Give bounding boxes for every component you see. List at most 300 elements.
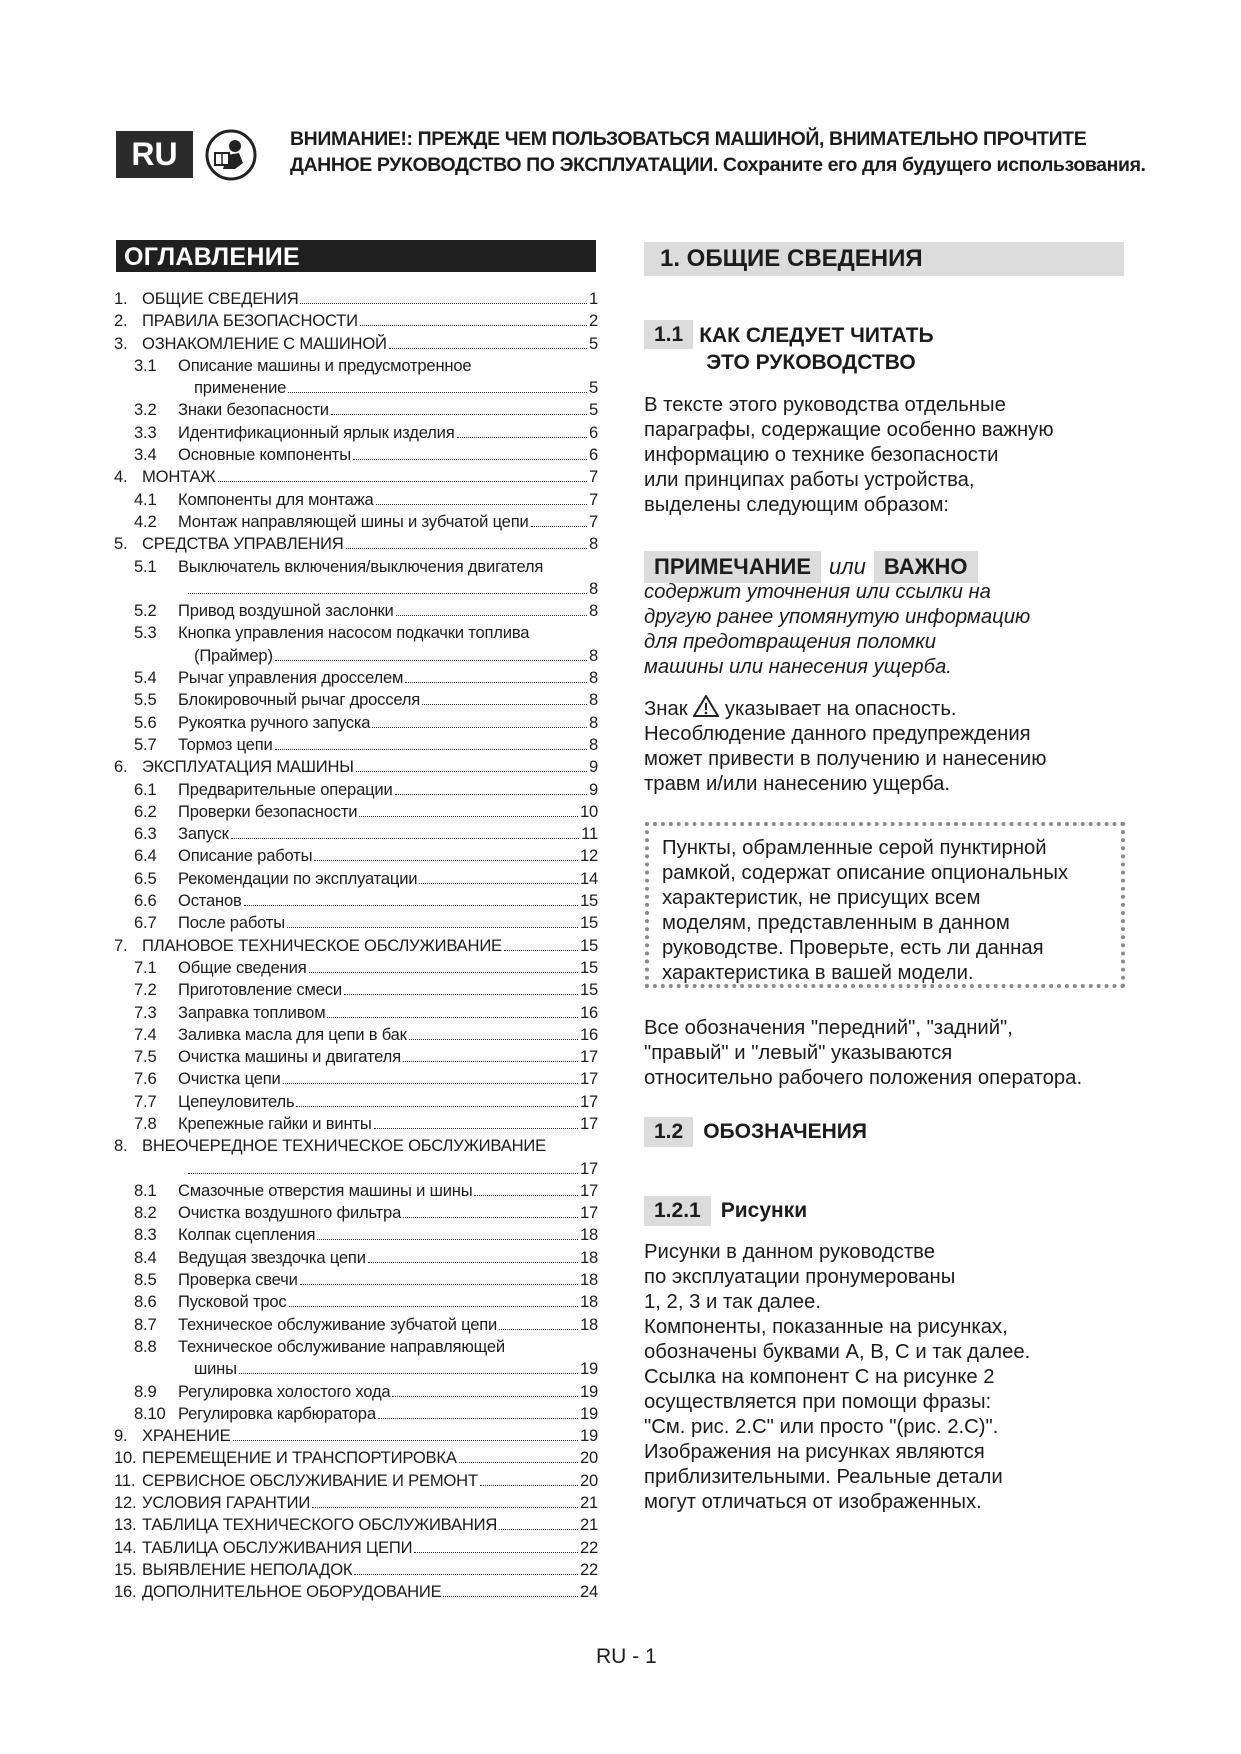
toc-entry-number: 4.2 <box>134 511 157 531</box>
toc-entry-number: 7.4 <box>134 1024 157 1044</box>
toc-entry[interactable] <box>114 622 598 644</box>
toc-entry-page: 21 <box>579 1515 598 1535</box>
toc-entry-number: 7.3 <box>134 1002 157 1022</box>
toc-entry-page: 16 <box>579 1002 598 1022</box>
toc-entry[interactable] <box>114 979 598 1001</box>
toc-entry-label: Заправка топливом <box>178 1002 326 1022</box>
language-badge: RU <box>116 131 193 178</box>
toc-entry-number: 8.2 <box>134 1203 157 1223</box>
toc-entry-page: 7 <box>588 511 598 531</box>
toc-entry[interactable] <box>114 1091 598 1113</box>
toc-entry-label: ОБЩИЕ СВЕДЕНИЯ <box>142 289 299 308</box>
note-description <box>644 580 1030 680</box>
section-1-title: 1. ОБЩИЕ СВЕДЕНИЯ <box>644 242 1124 276</box>
toc-leader-dots <box>327 1017 578 1018</box>
toc-entry[interactable] <box>114 801 598 823</box>
toc-entry[interactable] <box>114 355 598 377</box>
toc-entry[interactable] <box>114 1581 598 1603</box>
toc-entry[interactable] <box>114 288 598 310</box>
toc-entry-page: 9 <box>588 779 598 799</box>
toc-entry-label: ПЛАНОВОЕ ТЕХНИЧЕСКОЕ ОБСЛУЖИВАНИЕ <box>142 935 502 955</box>
toc-entry-number: 14. <box>114 1537 137 1557</box>
toc-entry-label: Общие сведения <box>178 957 307 977</box>
toc-entry-number: 6. <box>114 757 128 777</box>
toc-entry[interactable] <box>114 1559 598 1581</box>
text-line: или принципах работы устройства, <box>644 469 975 491</box>
text-line: выделены следующим образом: <box>644 494 950 516</box>
toc-leader-dots <box>331 414 587 415</box>
toc-entry-number: 5.7 <box>134 734 157 754</box>
toc-entry-label: Регулировка карбюратора <box>178 1403 376 1423</box>
toc-leader-dots <box>389 348 587 349</box>
toc-entry[interactable] <box>114 890 598 912</box>
toc-leader-dots <box>296 1106 577 1107</box>
toc-entry[interactable] <box>114 1202 598 1224</box>
toc-entry-number: 7.8 <box>134 1113 157 1133</box>
toc-entry[interactable] <box>114 489 598 511</box>
toc-entry-number: 6.5 <box>134 868 157 888</box>
orientation-paragraph <box>644 1016 1082 1091</box>
intro-paragraph <box>644 393 1054 518</box>
toc-entry-page: 15 <box>579 891 598 911</box>
toc-entry[interactable] <box>114 422 598 444</box>
text-line: характеристик, не присущих всем <box>662 887 981 909</box>
text-line: приблизительными. Реальные детали <box>644 1466 1003 1488</box>
toc-entry-number: 16. <box>114 1582 137 1602</box>
toc-leader-dots <box>312 1507 578 1508</box>
note-label: ПРИМЕЧАНИЕ <box>644 551 821 583</box>
toc-entry-label: Тормоз цепи <box>178 734 273 754</box>
toc-entry[interactable] <box>114 600 598 622</box>
toc-entry[interactable] <box>114 1224 598 1246</box>
toc-leader-dots <box>300 303 586 304</box>
toc-entry-number: 6.7 <box>134 913 157 933</box>
toc-entry[interactable] <box>114 689 598 711</box>
table-of-contents <box>114 288 598 1604</box>
toc-entry[interactable] <box>114 399 598 421</box>
toc-entry-label: Очистка машины и двигателя <box>178 1047 401 1067</box>
toc-entry-page: 17 <box>579 1158 598 1178</box>
toc-entry-label: Основные компоненты <box>178 445 351 465</box>
toc-entry-page: 20 <box>579 1470 598 1490</box>
toc-entry-number: 8.8 <box>134 1336 157 1356</box>
text-line: Изображения на рисунках являются <box>644 1441 985 1463</box>
toc-entry[interactable] <box>114 578 598 600</box>
toc-entry-page: 9 <box>588 757 598 777</box>
toc-entry-label: ПРАВИЛА БЕЗОПАСНОСТИ <box>142 311 358 331</box>
toc-entry-page: 2 <box>588 311 598 331</box>
text-line: Несоблюдение данного предупреждения <box>644 723 1031 745</box>
toc-entry-label: Смазочные отверстия машины и шины <box>178 1180 473 1200</box>
toc-entry-page: 20 <box>579 1448 598 1468</box>
toc-entry[interactable] <box>114 310 598 332</box>
optional-features-box <box>645 822 1125 988</box>
toc-entry-number: 7.2 <box>134 980 157 1000</box>
toc-leader-dots <box>233 1440 578 1441</box>
toc-entry-page: 17 <box>579 1180 598 1200</box>
subsection-number: 1.2 <box>644 1117 693 1147</box>
danger-prefix: Знак <box>644 698 688 720</box>
toc-entry-label: Заливка масла для цепи в бак <box>178 1024 407 1044</box>
toc-entry[interactable] <box>114 779 598 801</box>
toc-entry-page: 19 <box>579 1426 598 1446</box>
toc-entry-number: 5. <box>114 534 128 554</box>
toc-entry-label: СЕРВИСНОЕ ОБСЛУЖИВАНИЕ И РЕМОНТ <box>142 1470 478 1490</box>
text-line: по эксплуатации пронумерованы <box>644 1266 956 1288</box>
text-line: относительно рабочего положения оператора. <box>644 1067 1083 1089</box>
toc-entry-page: 5 <box>588 333 598 353</box>
toc-entry-label: Рычаг управления дросселем <box>178 668 404 688</box>
toc-leader-dots <box>480 1485 578 1486</box>
toc-entry-label: применение <box>194 378 287 398</box>
toc-leader-dots <box>395 794 587 795</box>
toc-entry-page: 22 <box>579 1559 598 1579</box>
toc-entry[interactable] <box>114 1403 598 1425</box>
toc-entry[interactable] <box>114 823 598 845</box>
toc-leader-dots <box>443 1596 577 1597</box>
toc-entry-label: Колпак сцепления <box>178 1225 316 1245</box>
toc-leader-dots <box>499 1529 578 1530</box>
toc-entry-number: 11. <box>114 1470 136 1490</box>
toc-entry-page: 8 <box>588 712 598 732</box>
toc-entry-page: 12 <box>579 846 598 866</box>
subsection-title <box>699 320 933 376</box>
subsection-title: ОБОЗНАЧЕНИЯ <box>703 1120 867 1143</box>
toc-entry[interactable] <box>114 511 598 533</box>
toc-entry-page: 7 <box>588 489 598 509</box>
toc-leader-dots <box>403 1217 578 1218</box>
toc-entry[interactable] <box>114 868 598 890</box>
toc-entry-page: 11 <box>581 824 598 844</box>
toc-entry-page: 17 <box>579 1047 598 1067</box>
toc-entry-number: 8.6 <box>134 1292 157 1312</box>
toc-entry[interactable] <box>114 935 598 957</box>
toc-entry[interactable] <box>114 645 598 667</box>
toc-entry-label: Пусковой трос <box>178 1292 287 1312</box>
danger-paragraph <box>644 695 1046 797</box>
toc-leader-dots <box>317 1239 578 1240</box>
toc-entry-page: 15 <box>579 957 598 977</box>
text-line: содержит уточнения или ссылки на <box>644 581 991 603</box>
toc-entry[interactable] <box>114 444 598 466</box>
toc-entry[interactable] <box>114 1514 598 1536</box>
toc-entry-label: Ведущая звездочка цепи <box>178 1247 366 1267</box>
toc-entry-label: После работы <box>178 913 285 933</box>
toc-leader-dots <box>414 1552 578 1553</box>
toc-leader-dots <box>457 437 587 438</box>
toc-entry-label: шины <box>194 1359 237 1379</box>
text-line: "См. рис. 2.C" или просто "(рис. 2.C)". <box>644 1416 999 1438</box>
text-line: обозначены буквами A, B, C и так далее. <box>644 1341 1031 1363</box>
text-line: Рисунки в данном руководстве <box>644 1241 935 1263</box>
toc-entry-label: Цепеуловитель <box>178 1091 295 1111</box>
toc-entry-page: 7 <box>588 467 598 487</box>
toc-entry[interactable] <box>114 845 598 867</box>
toc-entry-label: Привод воздушной заслонки <box>178 601 394 621</box>
toc-leader-dots <box>354 1574 578 1575</box>
toc-leader-dots <box>275 749 587 750</box>
toc-entry[interactable] <box>114 667 598 689</box>
toc-entry-page: 18 <box>579 1247 598 1267</box>
toc-entry-label: Техническое обслуживание зубчатой цепи <box>178 1314 498 1334</box>
text-line: травм и/или нанесению ущерба. <box>644 773 951 795</box>
toc-leader-dots <box>346 548 587 549</box>
toc-entry-label: Проверки безопасности <box>178 801 358 821</box>
toc-entry-page: 5 <box>588 400 598 420</box>
toc-leader-dots <box>531 526 587 527</box>
toc-entry-label: ПЕРЕМЕЩЕНИЕ И ТРАНСПОРТИРОВКА <box>142 1448 457 1468</box>
toc-entry-page: 17 <box>579 1203 598 1223</box>
toc-entry[interactable] <box>114 1314 598 1336</box>
toc-entry-label: ОЗНАКОМЛЕНИЕ С МАШИНОЙ <box>142 333 387 353</box>
toc-entry-number: 7.7 <box>134 1091 157 1111</box>
toc-leader-dots <box>474 1195 577 1196</box>
toc-entry-number: 8.3 <box>134 1225 157 1245</box>
toc-leader-dots <box>403 1061 578 1062</box>
toc-entry-number: 6.2 <box>134 801 157 821</box>
toc-leader-dots <box>283 1083 578 1084</box>
toc-entry-page: 21 <box>579 1493 598 1513</box>
toc-entry[interactable] <box>114 912 598 934</box>
toc-entry[interactable] <box>114 1002 598 1024</box>
toc-entry-number: 3.3 <box>134 422 157 442</box>
toc-entry-page: 5 <box>588 378 598 398</box>
toc-leader-dots <box>422 704 587 705</box>
toc-entry-number: 5.1 <box>134 556 157 576</box>
subsection-number: 1.1 <box>644 320 693 349</box>
toc-leader-dots <box>396 615 587 616</box>
toc-entry-page: 15 <box>579 913 598 933</box>
toc-entry-label: Проверка свечи <box>178 1270 298 1290</box>
toc-entry[interactable] <box>114 1247 598 1269</box>
toc-entry[interactable] <box>114 756 598 778</box>
toc-entry[interactable] <box>114 1336 598 1358</box>
toc-entry-page: 8 <box>588 534 598 554</box>
subsection-number: 1.2.1 <box>644 1196 711 1226</box>
toc-entry-label: Описание машины и предусмотренное <box>178 355 472 375</box>
toc-entry[interactable] <box>114 1180 598 1202</box>
page-number: RU - 1 <box>596 1645 657 1668</box>
text-line: Все обозначения "передний", "задний", <box>644 1017 1013 1039</box>
toc-entry-page: 14 <box>579 868 598 888</box>
warning-triangle-icon <box>693 695 719 717</box>
toc-entry-number: 6.3 <box>134 824 157 844</box>
toc-leader-dots <box>504 950 578 951</box>
toc-entry-number: 7.6 <box>134 1069 157 1089</box>
toc-entry-number: 2. <box>114 311 128 331</box>
toc-entry-page: 18 <box>579 1292 598 1312</box>
toc-entry-label: СРЕДСТВА УПРАВЛЕНИЯ <box>142 534 344 554</box>
toc-entry-label: Останов <box>178 891 242 911</box>
toc-leader-dots <box>344 994 578 995</box>
text-line: другую ранее упомянутую информацию <box>644 606 1031 628</box>
toc-entry-label: Идентификационный ярлык изделия <box>178 422 455 442</box>
toc-leader-dots <box>287 927 578 928</box>
toc-entry-number: 8.5 <box>134 1270 157 1290</box>
text-line: В тексте этого руководства отдельные <box>644 394 1006 416</box>
toc-leader-dots <box>218 481 587 482</box>
toc-leader-dots <box>360 325 587 326</box>
text-line: информацию о технике безопасности <box>644 444 999 466</box>
toc-entry-label: Компоненты для монтажа <box>178 489 374 509</box>
toc-entry[interactable] <box>114 712 598 734</box>
toc-leader-dots <box>289 1306 578 1307</box>
toc-leader-dots <box>288 392 587 393</box>
toc-entry-page: 8 <box>588 578 598 598</box>
toc-entry[interactable] <box>114 1158 598 1180</box>
toc-entry-page: 6 <box>588 445 598 465</box>
toc-entry-page: 17 <box>579 1091 598 1111</box>
toc-entry[interactable] <box>114 1046 598 1068</box>
toc-entry-number: 3.4 <box>134 445 157 465</box>
toc-entry-label: Приготовление смеси <box>178 980 342 1000</box>
toc-entry-page: 19 <box>579 1359 598 1379</box>
toc-entry[interactable] <box>114 333 598 355</box>
read-manual-icon <box>205 129 257 181</box>
toc-leader-dots <box>392 1396 577 1397</box>
toc-entry-number: 5.4 <box>134 668 157 688</box>
toc-entry-page: 22 <box>579 1537 598 1557</box>
toc-entry-label: МОНТАЖ <box>142 467 216 487</box>
toc-entry[interactable] <box>114 1537 598 1559</box>
toc-entry[interactable] <box>114 377 598 399</box>
toc-entry-number: 5.5 <box>134 690 157 710</box>
toc-entry-label: ЭКСПЛУАТАЦИЯ МАШИНЫ <box>142 757 354 777</box>
toc-entry-number: 7. <box>114 935 128 955</box>
toc-entry[interactable] <box>114 1358 598 1380</box>
toc-entry-number: 3. <box>114 333 128 353</box>
toc-entry-number: 4. <box>114 467 128 487</box>
toc-title: ОГЛАВЛЕНИЕ <box>116 240 596 272</box>
toc-entry-number: 5.3 <box>134 623 157 643</box>
toc-entry-page: 1 <box>588 289 598 308</box>
toc-entry[interactable] <box>114 1447 598 1469</box>
toc-entry[interactable] <box>114 1291 598 1313</box>
toc-leader-dots <box>275 660 587 661</box>
toc-entry[interactable] <box>114 1269 598 1291</box>
toc-leader-dots <box>188 1173 578 1174</box>
toc-entry-page: 19 <box>579 1403 598 1423</box>
toc-entry-label: ВЫЯВЛЕНИЕ НЕПОЛАДОК <box>142 1559 353 1579</box>
text-line: 1, 2, 3 и так далее. <box>644 1291 821 1313</box>
toc-leader-dots <box>378 1418 578 1419</box>
toc-leader-dots <box>405 682 587 683</box>
toc-leader-dots <box>419 883 578 884</box>
or-label: или <box>829 554 866 579</box>
toc-entry[interactable] <box>114 1492 598 1514</box>
toc-entry-label: ХРАНЕНИЕ <box>142 1426 231 1446</box>
toc-leader-dots <box>368 1262 578 1263</box>
text-line: машины или нанесения ущерба. <box>644 656 952 678</box>
toc-entry-label: Предварительные операции <box>178 779 393 799</box>
toc-entry-number: 8.9 <box>134 1381 157 1401</box>
toc-entry-number: 4.1 <box>134 489 157 509</box>
toc-leader-dots <box>231 838 579 839</box>
toc-entry-label: Рукоятка ручного запуска <box>178 712 371 732</box>
subsection-title: Рисунки <box>720 1199 808 1222</box>
toc-entry-label: (Праймер) <box>194 645 273 665</box>
toc-entry-label: ТАБЛИЦА ТЕХНИЧЕСКОГО ОБСЛУЖИВАНИЯ <box>142 1515 498 1535</box>
text-line: Пункты, обрамленные серой пунктирной <box>662 837 1047 859</box>
warning-line-2a: ДАННОЕ РУКОВОДСТВО ПО ЭКСПЛУАТАЦИИ. <box>290 154 718 176</box>
toc-leader-dots <box>188 593 587 594</box>
danger-rest: указывает на опасность. <box>719 698 957 720</box>
toc-leader-dots <box>244 905 578 906</box>
toc-entry[interactable] <box>114 1470 598 1492</box>
toc-entry-number: 13. <box>114 1515 137 1535</box>
toc-entry-number: 3.2 <box>134 400 157 420</box>
toc-entry-number: 7.5 <box>134 1047 157 1067</box>
figures-paragraph <box>644 1240 1030 1515</box>
toc-entry-number: 6.4 <box>134 846 157 866</box>
toc-entry-number: 7.1 <box>134 957 157 977</box>
toc-entry[interactable] <box>114 957 598 979</box>
toc-leader-dots <box>499 1329 578 1330</box>
toc-entry-label: Крепежные гайки и винты <box>178 1113 372 1133</box>
toc-entry-page: 16 <box>579 1024 598 1044</box>
toc-entry-label: УСЛОВИЯ ГАРАНТИИ <box>142 1493 311 1513</box>
toc-entry[interactable] <box>114 734 598 756</box>
toc-entry-page: 8 <box>588 690 598 710</box>
toc-entry[interactable] <box>114 1113 598 1135</box>
toc-entry-label: Очистка воздушного фильтра <box>178 1203 402 1223</box>
toc-leader-dots <box>359 816 578 817</box>
toc-entry-label: Кнопка управления насосом подкачки топлива <box>178 623 530 643</box>
toc-entry[interactable] <box>114 1381 598 1403</box>
toc-entry-number: 6.1 <box>134 779 157 799</box>
toc-entry-label: ВНЕОЧЕРЕДНОЕ ТЕХНИЧЕСКОЕ ОБСЛУЖИВАНИЕ <box>142 1136 546 1156</box>
toc-entry-page: 18 <box>579 1270 598 1290</box>
toc-entry-number: 3.1 <box>134 355 157 375</box>
toc-leader-dots <box>239 1373 578 1374</box>
toc-leader-dots <box>309 972 578 973</box>
toc-entry-page: 8 <box>588 668 598 688</box>
safety-warning-header <box>290 126 1190 178</box>
toc-entry[interactable] <box>114 533 598 555</box>
toc-leader-dots <box>376 504 587 505</box>
toc-entry-number: 8.1 <box>134 1180 157 1200</box>
text-line: моделям, представленным в данном <box>662 912 1010 934</box>
toc-entry-page: 19 <box>579 1381 598 1401</box>
toc-entry-label: Описание работы <box>178 846 313 866</box>
toc-entry-label: ДОПОЛНИТЕЛЬНОЕ ОБОРУДОВАНИЕ <box>142 1582 442 1602</box>
toc-entry-number: 1. <box>114 289 128 308</box>
toc-entry[interactable] <box>114 556 598 578</box>
toc-entry-number: 6.6 <box>134 891 157 911</box>
toc-entry[interactable] <box>114 1135 598 1157</box>
toc-entry-number: 8.7 <box>134 1314 157 1334</box>
toc-entry-label: Выключатель включения/выключения двигателя <box>178 556 544 576</box>
toc-entry-label: Блокировочный рычаг дросселя <box>178 690 421 710</box>
toc-entry[interactable] <box>114 1068 598 1090</box>
toc-leader-dots <box>300 1284 578 1285</box>
text-line: Ссылка на компонент C на рисунке 2 <box>644 1366 995 1388</box>
text-line: "правый" и "левый" указываются <box>644 1042 953 1064</box>
toc-entry[interactable] <box>114 1024 598 1046</box>
toc-entry-number: 9. <box>114 1426 128 1446</box>
text-line: руководстве. Проверьте, есть ли данная <box>662 937 1044 959</box>
toc-entry[interactable] <box>114 466 598 488</box>
toc-entry[interactable] <box>114 1425 598 1447</box>
toc-leader-dots <box>356 771 587 772</box>
text-line: могут отличаться от изображенных. <box>644 1491 982 1513</box>
subsection-1-2-1 <box>644 1196 807 1226</box>
toc-entry-page: 15 <box>579 980 598 1000</box>
toc-entry-page: 8 <box>588 734 598 754</box>
toc-entry-page: 18 <box>579 1225 598 1245</box>
toc-entry-label: Монтаж направляющей шины и зубчатой цепи <box>178 511 529 531</box>
toc-leader-dots <box>314 860 578 861</box>
